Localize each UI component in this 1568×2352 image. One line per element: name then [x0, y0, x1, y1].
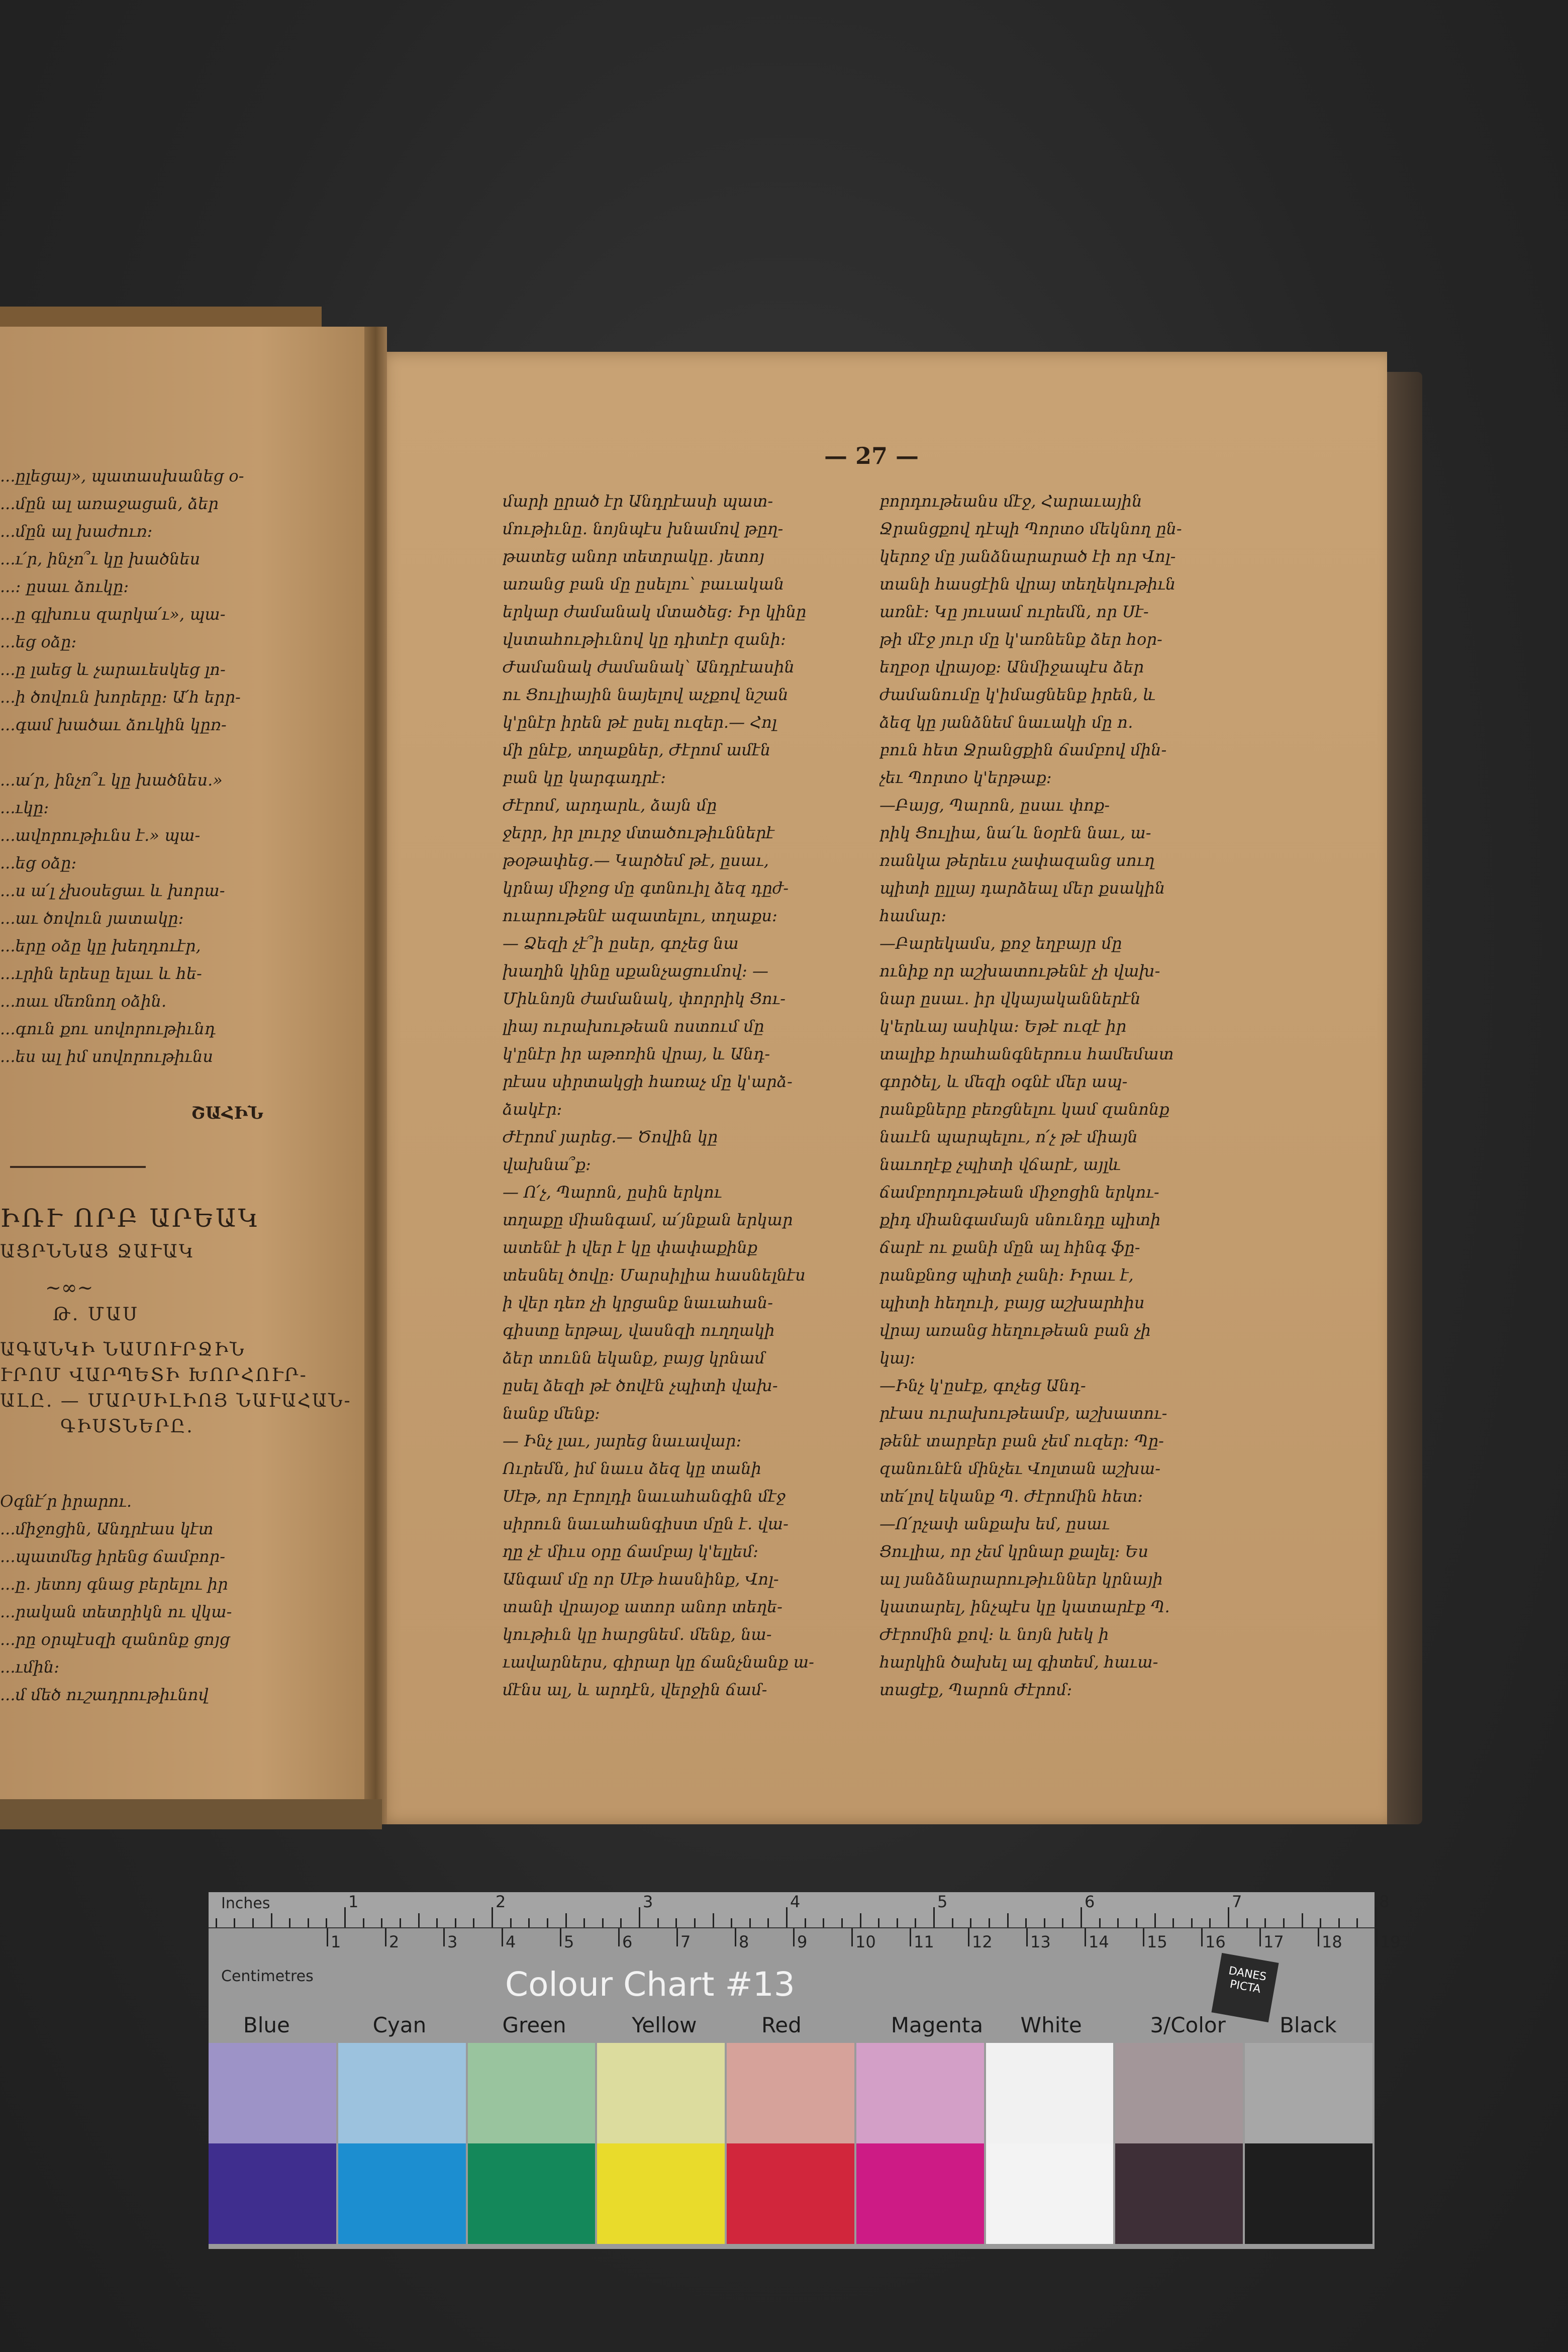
text-line: տեսնել ծովը։ Մարսիլիա հասնելնէս — [503, 1265, 806, 1285]
text-line: Օգնէ՛ր իրարու. — [0, 1492, 132, 1511]
text-line: առանց բան մը ըսելու՝ բաւական — [503, 574, 785, 594]
swatch-light — [468, 2043, 596, 2143]
text-line: ...ւ՛ր, ինչո՞ւ կը խածնես — [0, 549, 201, 568]
centimetres-label: Centimetres — [221, 1968, 314, 1985]
inch-number: 6 — [1085, 1892, 1095, 1911]
text-line: պիտի հեղուի, բայց աշխարհիս — [879, 1293, 1145, 1312]
cm-number: 4 — [506, 1932, 516, 1951]
swatch-light — [338, 2043, 466, 2143]
inch-subtick — [657, 1918, 659, 1927]
cm-tick — [560, 1928, 561, 1946]
inch-subtick — [1154, 1913, 1156, 1927]
cm-number: 18 — [1322, 1932, 1342, 1951]
swatch-dark — [1115, 2143, 1243, 2244]
text-line: ...ը․ յետոյ գնաց բերելու իր — [0, 1575, 228, 1594]
chapter-heading — [0, 1339, 352, 1437]
cm-tick — [385, 1928, 386, 1946]
text-line: նաւողէք չպիտի վճարէ, այլև — [879, 1155, 1121, 1174]
text-line: — Ո՛չ, Պարոն, ըսին երկու — [503, 1183, 722, 1202]
divider — [10, 1166, 146, 1168]
inch-subtick — [1136, 1918, 1137, 1927]
text-line: Ջրանցքով դէպի Պորտօ մեկնող ըն- — [879, 519, 1182, 538]
inch-subtick — [767, 1918, 769, 1927]
text-line: — Ձեզի չէ՞ի ըսեր, գոչեց նա — [503, 934, 739, 953]
text-line: թատեց անոր տետրակը․ յետոյ — [503, 547, 764, 566]
swatch-light — [597, 2043, 725, 2143]
swatch-dark — [468, 2143, 596, 2244]
text-line: ձակէր։ — [503, 1100, 562, 1119]
swatch-label: White — [1020, 2013, 1082, 2037]
swatch-light — [856, 2043, 984, 2143]
text-line: Միևնոյն ժամանակ, փորրիկ Ցու- — [503, 989, 786, 1008]
text-line: ...ը գլխուս զարկա՛ւ», պա- — [0, 605, 226, 624]
inch-subtick — [1025, 1918, 1027, 1927]
cm-number: 9 — [797, 1932, 808, 1951]
inch-tick — [492, 1907, 493, 1927]
chart-title: Colour Chart #13 — [505, 1965, 795, 2004]
swatches — [209, 2043, 1375, 2249]
inch-tick — [933, 1907, 935, 1927]
swatch-light — [1115, 2043, 1243, 2143]
cm-tick — [1085, 1928, 1086, 1946]
cm-number: 5 — [564, 1932, 574, 1951]
swatch-label: Yellow — [632, 2013, 697, 2037]
swatch-dark — [986, 2143, 1114, 2244]
text-line: նար ըսաւ․ իր վկայականներէն — [879, 989, 1141, 1008]
swatch-dark — [338, 2143, 466, 2244]
inch-subtick — [583, 1918, 585, 1927]
text-line: Ուրեմն, իմ նաւս ձեզ կը տանի — [503, 1459, 761, 1478]
text-line: ճարէ ու քանի մըն ալ հինգ ֆը- — [879, 1238, 1140, 1257]
cm-number: 2 — [389, 1932, 400, 1951]
text-line: ...գամ խածաւ ձուկին կըռ- — [0, 715, 227, 734]
text-line: համար։ — [879, 906, 947, 925]
text-line: գործել, և մեզի օգնէ մեր ապ- — [879, 1072, 1128, 1091]
cm-tick — [327, 1928, 328, 1946]
text-line: կայ։ — [879, 1348, 916, 1367]
text-line: վստահութիւնով կը դիտէր զանի։ — [503, 630, 786, 649]
inch-subtick — [1191, 1918, 1193, 1927]
text-line: ...ես ալ իմ սովորութիւնս — [0, 1047, 213, 1066]
text-column-right — [879, 487, 1231, 1704]
text-line: —Ինչ կ'ըսէք, գոչեց Անդ- — [879, 1376, 1086, 1395]
text-line: — Ինչ լաւ, յարեց նաւավար։ — [503, 1431, 742, 1450]
signature: ՇԱՀԻՆ — [191, 1103, 264, 1123]
cm-tick — [735, 1928, 736, 1946]
cm-tick — [1259, 1928, 1261, 1946]
text-line: ...ըլեցայ», պատասխանեց օ- — [0, 466, 244, 485]
text-line: կատարել, ինչպէս կը կատարէք Պ. — [879, 1597, 1170, 1616]
text-line: ղը չէ միւս օրը ճամբայ կ'ելլեմ։ — [503, 1542, 758, 1561]
text-line: բորդութեանս մէջ, Հարաւային — [879, 492, 1142, 511]
inches-label: Inches — [221, 1895, 270, 1912]
inch-tick — [786, 1907, 788, 1927]
chapter-heading-line: ՒՐՈՄ ՎԱՐՊԵՏԻ ԽՈՐՀՈՒՐ- — [0, 1365, 308, 1386]
page-number: — 27 — — [824, 442, 919, 469]
text-line: ...մըն ալ առաջացան, ձեր — [0, 494, 219, 513]
swatch-label: Black — [1280, 2013, 1337, 2037]
text-line: Անգամ մը որ Սէթ հասնինք, Վոլ- — [503, 1570, 779, 1589]
cm-tick — [502, 1928, 503, 1946]
text-line: ...եց օձը։ — [0, 632, 77, 651]
text-line: ...ը լաեց և չարաւեսկեց լո- — [0, 660, 226, 679]
inch-subtick — [823, 1918, 824, 1927]
inch-subtick — [952, 1918, 953, 1927]
text-line: ...ի ծովուն խորերը։ Ա՛հ երր- — [0, 688, 241, 707]
text-line: ...րական տետրիկն ու վկա- — [0, 1602, 232, 1621]
text-line: մէնս ալ, և արդէն, վերջին ճամ- — [503, 1680, 767, 1699]
swatch-dark — [597, 2143, 725, 2244]
cm-tick — [1201, 1928, 1203, 1946]
text-line: ալ յանձնարարութիւններ կրնայի — [879, 1570, 1163, 1589]
text-line: ու Ցուլիային նայելով աչքով նշան — [503, 685, 789, 704]
inch-number: 3 — [643, 1892, 653, 1911]
inch-subtick — [841, 1918, 843, 1927]
text-line: Ժէրոմ յարեց․— Ծովին կը — [503, 1127, 718, 1146]
text-line: տացէք, Պարոն Ժէրոմ։ — [879, 1680, 1072, 1699]
inch-tick — [1081, 1907, 1082, 1927]
text-line: լիայ ուրախութեան ոստում մը — [503, 1017, 764, 1036]
cm-tick — [793, 1928, 795, 1946]
text-line: —Բայց, Պարոն, ըսաւ փոք- — [879, 796, 1110, 815]
text-line: ...ոաւ մեռնող օձին. — [0, 992, 167, 1011]
inch-subtick — [326, 1918, 327, 1927]
inch-subtick — [1264, 1918, 1266, 1927]
inch-subtick — [510, 1918, 512, 1927]
swatch-label: Blue — [243, 2013, 290, 2037]
text-line: Ցուլիա, որ չեմ կրնար քալել։ Ես — [879, 1542, 1149, 1561]
inch-tick — [1375, 1907, 1377, 1927]
centimetre-ruler — [209, 1928, 1401, 1958]
text-line: մարի ըրած էր Անդրէասի պատ- — [503, 492, 773, 511]
inch-subtick — [620, 1918, 622, 1927]
inch-subtick — [897, 1918, 898, 1927]
text-line: ...պատմեց իրենց ճամբոր- — [0, 1547, 226, 1566]
text-line: րիկ Ցուլիա, նա՛և նօրէն նաւ, ա- — [879, 823, 1151, 842]
swatch-light — [209, 2043, 336, 2143]
inch-number: 5 — [937, 1892, 948, 1911]
inch-subtick — [970, 1918, 971, 1927]
swatch-label: Cyan — [372, 2013, 427, 2037]
inch-number: 8 — [1379, 1892, 1390, 1911]
text-line: ...ս ա՛լ չխօսեցաւ և խորա- — [0, 881, 225, 900]
book-edge-bottom — [0, 1799, 382, 1829]
text-line: ...ա՛ր, ինչո՞ւ կը խածնես.» — [0, 770, 223, 790]
text-line: պիտի ըլլայ դարձեալ մեր քսակին — [879, 878, 1165, 898]
inch-subtick — [565, 1913, 567, 1927]
inch-subtick — [1356, 1918, 1358, 1927]
text-line: կ'երևայ ասիկա։ Եթէ ուզէ իր — [879, 1017, 1127, 1036]
chapter-heading-line: ԳԻՍՏՆԵՐԸ. — [60, 1416, 194, 1437]
text-line: րանքները բեռցնելու կամ զանոնք — [879, 1100, 1169, 1119]
text-line: ատենէ ի վեր է կը փափաքինք — [503, 1238, 758, 1257]
cm-number: 10 — [855, 1932, 876, 1951]
inch-subtick — [1007, 1913, 1009, 1927]
cm-number: 19 — [1380, 1932, 1401, 1951]
inch-tick — [344, 1907, 346, 1927]
text-line: կրնայ միջոց մը գտնուիլ ձեզ դըժ- — [503, 878, 789, 898]
cm-number: 16 — [1205, 1932, 1226, 1951]
text-line: ...ւկը։ — [0, 798, 49, 817]
inch-subtick — [1283, 1918, 1285, 1927]
inch-subtick — [252, 1918, 254, 1927]
text-line: չեւ Պորտօ կ'երթաք։ — [879, 768, 1052, 787]
text-line: տղաքը միանգամ, ա՛յնքան երկար — [503, 1210, 793, 1229]
cm-tick — [1026, 1928, 1028, 1946]
text-line: ...ւրին երեսը ելաւ և հե- — [0, 964, 202, 983]
inch-subtick — [749, 1918, 751, 1927]
cm-number: 13 — [1030, 1932, 1051, 1951]
partial-text-column — [0, 462, 281, 1070]
text-line: —Ո՛րչափ անքախ եմ, ըսաւ — [879, 1514, 1110, 1533]
text-line: —Բարեկամս, քոջ եղբայր մը — [879, 934, 1122, 953]
text-line: տալիք հրահանգներուս համեմատ — [879, 1044, 1174, 1063]
text-line: վախնա՞ք։ — [503, 1155, 591, 1174]
text-line — [0, 739, 281, 766]
inch-number: 1 — [348, 1892, 359, 1911]
inch-subtick — [271, 1913, 272, 1927]
inch-subtick — [455, 1918, 456, 1927]
cm-tick — [1143, 1928, 1144, 1946]
text-line: ձեր տունն եկանք, բայց կրնամ — [503, 1348, 765, 1367]
text-line: ըսել ձեզի թէ ծովէն չպիտի վախ- — [503, 1376, 778, 1395]
text-line: թի մէջ յուր մը կ'առնենք ձեր հօր- — [879, 630, 1162, 649]
text-line: ջերր, իր լուրջ մտածութիւններէ — [503, 823, 774, 842]
inch-subtick — [878, 1918, 879, 1927]
cm-number: 17 — [1263, 1932, 1284, 1951]
swatch-label: 3/Color — [1150, 2013, 1226, 2037]
text-line: րէաս ուրախութեամբ, աշխատու- — [879, 1404, 1167, 1423]
inch-tick — [1228, 1907, 1229, 1927]
inch-subtick — [234, 1918, 235, 1927]
text-line: բուն հետ Ջրանցքին ճամբով մին- — [879, 740, 1167, 759]
cm-number: 3 — [447, 1932, 458, 1951]
cm-tick — [443, 1928, 445, 1946]
text-line: նաւէն պարպելու, ո՛չ թէ միայն — [879, 1127, 1138, 1146]
book-gutter — [364, 327, 387, 1824]
inch-subtick — [1320, 1918, 1321, 1927]
swatch-dark — [856, 2143, 984, 2244]
inch-subtick — [216, 1918, 217, 1927]
text-line: Ժամանակ ժամանակ՝ Անդրէասին — [503, 657, 795, 676]
inch-subtick — [418, 1913, 420, 1927]
text-line: ...եց օձը։ — [0, 853, 77, 872]
inch-subtick — [289, 1918, 290, 1927]
text-line: ...մըն ալ խաժուռ։ — [0, 522, 153, 541]
inch-subtick — [694, 1918, 696, 1927]
text-line: Սէթ, որ Էրոլդի նաւահանգին մէջ — [503, 1487, 786, 1506]
text-column-left — [503, 487, 864, 1704]
text-line: րէաս սիրտակցի հառաչ մը կ'արձ- — [503, 1072, 793, 1091]
text-line: ...րը օրպէսզի զանոնք ցոյց — [0, 1630, 230, 1649]
text-line: ռանկա թերեւս չափազանց սուղ — [879, 851, 1155, 870]
text-line: գիստը երթալ, վասնզի ուղղակի — [503, 1321, 775, 1340]
text-line: ժամանումը կ'իմացնենք իրեն, և — [879, 685, 1156, 704]
inch-number: 4 — [790, 1892, 801, 1911]
text-line: Ժէրոմին քով։ և նոյն խեկ ի — [879, 1625, 1109, 1644]
inch-number: 7 — [1232, 1892, 1242, 1911]
cm-number: 6 — [622, 1932, 633, 1951]
cm-tick — [1318, 1928, 1319, 1946]
inch-subtick — [308, 1918, 309, 1927]
inch-subtick — [713, 1913, 714, 1927]
inch-subtick — [473, 1918, 474, 1927]
text-line: Ժէրոմ, արդարև, ձայն մը — [503, 796, 717, 815]
inch-subtick — [915, 1918, 916, 1927]
text-line: տանի հասցէին վրայ տեղեկութիւն — [879, 574, 1176, 594]
chapter-heading-line: ԱԼԸ. — ՄԱՐՍԻԼԻՈՅ ՆԱՒԱՀԱՆ- — [0, 1391, 352, 1411]
swatch-light — [1245, 2043, 1373, 2143]
text-line: ...ավորութիւնս է.» պա- — [0, 826, 201, 845]
text-line: կ'ընէր իր աթոռին վրայ, և Անդ- — [503, 1044, 770, 1063]
part-heading: Թ. ՄԱՍ — [53, 1304, 139, 1325]
inch-subtick — [400, 1918, 401, 1927]
text-line: առնէ։ Կը յուսամ ուրեմն, որ Սէ- — [879, 602, 1149, 621]
colour-chart — [209, 1892, 1401, 2249]
cm-number: 1 — [331, 1932, 341, 1951]
cm-tick — [910, 1928, 911, 1946]
text-line: կերոջ մը յանձնարարած էի որ Վոլ- — [879, 547, 1176, 566]
inch-subtick — [1099, 1918, 1101, 1927]
text-line: րանքնոց պիտի չանի։ Իրաւ է, — [879, 1265, 1134, 1285]
cm-tick — [1376, 1928, 1378, 1946]
ornament: ~∞~ — [45, 1277, 93, 1299]
text-line: ...։ ըսաւ ձուկը։ — [0, 577, 129, 596]
text-line: երկար ժամանակ մտածեց։ Իր կինը — [503, 602, 807, 621]
section-subtitle: ԱՑՐՆՆԱՑ ՋԱՒԱԿ — [0, 1241, 195, 1262]
inch-subtick — [436, 1918, 438, 1927]
cm-number: 8 — [739, 1932, 749, 1951]
inch-tick — [639, 1907, 640, 1927]
text-line: խաղին կինը սքանչացումով։ — — [503, 961, 768, 981]
text-line: ւավարներս, գիրար կը ճանչնանք ա- — [503, 1652, 814, 1672]
text-line: ...գուն քու սովորութիւնդ — [0, 1019, 216, 1038]
text-line: կ'ընէր իրեն թէ ըսել ուզեր.— Հոլ — [503, 713, 777, 732]
cm-number: 15 — [1147, 1932, 1167, 1951]
inch-subtick — [675, 1918, 677, 1927]
inch-subtick — [860, 1913, 861, 1927]
text-line: թօթափեց․— Կարծեմ թէ, ըսաւ, — [503, 851, 769, 870]
cm-number: 11 — [914, 1932, 934, 1951]
inch-subtick — [1209, 1918, 1211, 1927]
cm-tick — [676, 1928, 678, 1946]
inch-subtick — [1062, 1918, 1063, 1927]
text-line: տանի վրայօք ատոր անոր տեղե- — [503, 1597, 782, 1616]
cm-tick — [618, 1928, 620, 1946]
text-line: բան կը կարգադրէ։ — [503, 768, 666, 787]
inch-subtick — [1338, 1918, 1340, 1927]
swatch-label: Green — [502, 2013, 566, 2037]
swatch-light — [986, 2043, 1114, 2143]
text-line: եղբօր վրայօք։ Անմիջապէս ձեր — [879, 657, 1144, 676]
swatch-dark — [1245, 2143, 1373, 2244]
chapter-heading-line: ԱԳԱՆԿԻ ՆԱՄՈՒՐՋԻՆ — [0, 1339, 246, 1360]
text-line: ճամբորդութեան միջոցին երկու- — [879, 1183, 1159, 1202]
text-line: զանունէն մինչեւ Վոլտան աշխա- — [879, 1459, 1160, 1478]
text-line: ...միջոցին, Անդրէաս կէտ — [0, 1519, 214, 1538]
inch-subtick — [547, 1918, 548, 1927]
cm-number: 7 — [680, 1932, 691, 1951]
inch-subtick — [528, 1918, 530, 1927]
cm-tick — [851, 1928, 853, 1946]
swatch-label: Magenta — [891, 2013, 984, 2037]
text-line: մութիւնը․ նոյնպէս խնամով թըղ- — [503, 519, 783, 538]
partial-text-column-2 — [0, 1488, 281, 1709]
inch-subtick — [1044, 1918, 1045, 1927]
brand-logo: DANES PICTA — [1211, 1953, 1279, 2022]
text-line: ուարութենէ ազատելու, տղաքս։ — [503, 906, 777, 925]
text-line: քիդ միանգամայն սնունդը պիտի — [879, 1210, 1161, 1229]
inch-subtick — [1117, 1918, 1119, 1927]
inch-ruler — [209, 1892, 1390, 1928]
inch-subtick — [602, 1918, 604, 1927]
text-line: վրայ առանց հեղութեան բան չի — [879, 1321, 1151, 1340]
text-line: մի ընէք, տղաքներ, Ժէրոմ ամէն — [503, 740, 771, 759]
swatch-dark — [727, 2143, 854, 2244]
text-line: ...աւ ծովուն յատակը։ — [0, 909, 184, 928]
text-line: ...երը օձը կը խեղդուէր, — [0, 936, 201, 955]
cm-number: 12 — [972, 1932, 993, 1951]
swatch-light — [727, 2043, 854, 2143]
text-line: ունիք որ աշխատութենէ չի վախ- — [879, 961, 1160, 981]
text-line: կութիւն կը հարցնեմ․ մենք, նա- — [503, 1625, 772, 1644]
text-line: ...ւմին։ — [0, 1657, 60, 1677]
text-line: ձեզ կը յանձնեմ նաւակի մը ո․ — [879, 713, 1133, 732]
inch-subtick — [1302, 1913, 1303, 1927]
text-line: ի վեր դեռ չի կրցանք նաւահան- — [503, 1293, 773, 1312]
inch-subtick — [363, 1918, 364, 1927]
inch-subtick — [1172, 1918, 1174, 1927]
swatch-dark — [209, 2143, 336, 2244]
swatch-label: Red — [761, 2013, 802, 2037]
text-line: տե՛լով եկանք Պ. Ժէրոմին հետ։ — [879, 1487, 1143, 1506]
inch-subtick — [731, 1918, 732, 1927]
inch-subtick — [805, 1918, 806, 1927]
text-line: ...մ մեծ ուշադրութիւնով — [0, 1685, 209, 1704]
text-line: սիրուն նաւահանգիստ մըն է․ վա- — [503, 1514, 789, 1533]
text-line: նանք մենք։ — [503, 1404, 600, 1423]
inch-number: 2 — [496, 1892, 506, 1911]
text-line: թենէ տարբեր բան չեմ ուզեր։ Պը- — [879, 1431, 1164, 1450]
inch-subtick — [1246, 1918, 1248, 1927]
cm-tick — [968, 1928, 969, 1946]
section-title: ԻՌՒ ՈՐԲ ԱՐԵԱԿ — [0, 1204, 260, 1233]
inch-subtick — [381, 1918, 382, 1927]
text-line: հարկին ծախել ալ գիտեմ, հաւա- — [879, 1652, 1158, 1672]
cm-number: 14 — [1089, 1932, 1109, 1951]
swatch-labels — [209, 2013, 1375, 2040]
inch-subtick — [989, 1918, 990, 1927]
